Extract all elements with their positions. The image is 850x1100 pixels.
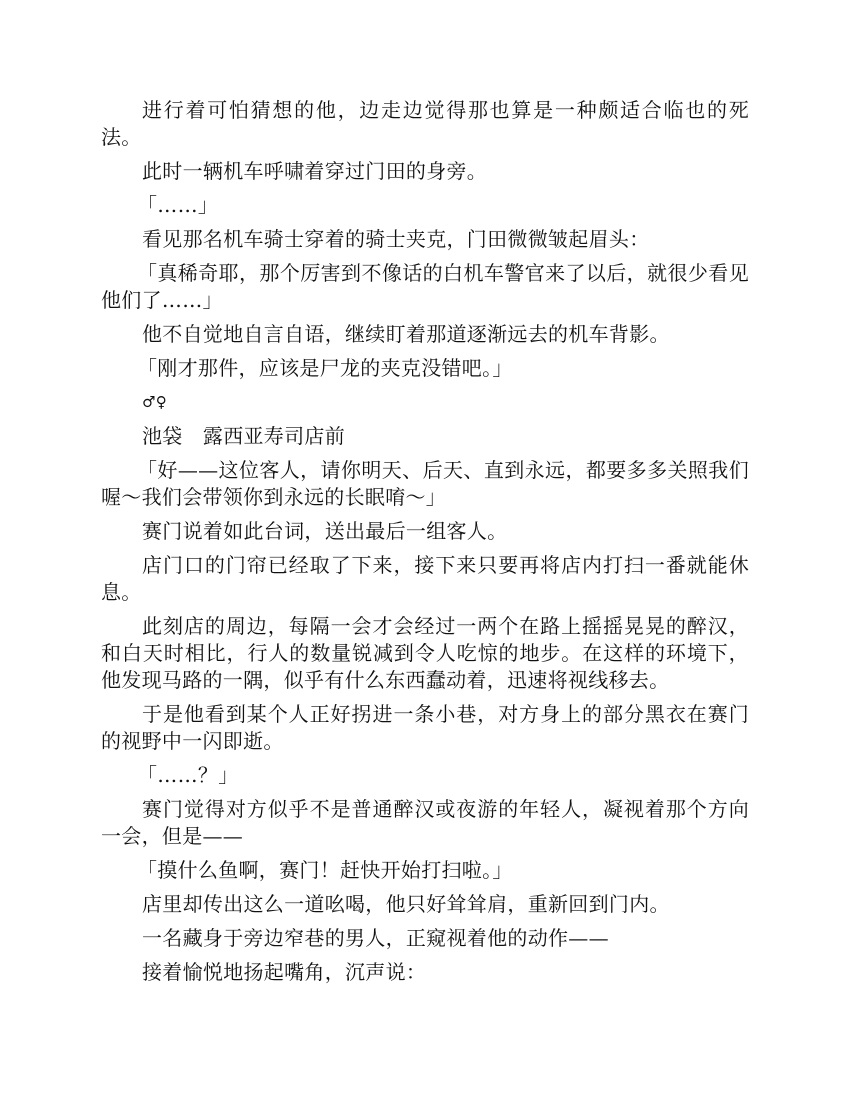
paragraph: 此刻店的周边，每隔一会才会经过一两个在路上摇摇晃晃的醉汉，和白天时相比，行人的数量锐减到令人吃惊的地步。在这样的环境下，他发现马路的一隅，似乎有什么东西蠢动着，迅速将视线移去。 xyxy=(101,614,749,692)
dialog-line: 「刚才那件，应该是尸龙的夹克没错吧。」 xyxy=(137,356,513,380)
paragraph: 赛门说着如此台词，送出最后一组客人。 xyxy=(142,519,508,543)
scene-heading: 池袋 露西亚寿司店前 xyxy=(142,424,345,448)
dialog-line: 「……」 xyxy=(137,193,219,217)
dialog-line: 「好——这位客人，请你明天、后天、直到永远，都要多多关照我们喔～我们会带领你到永远的长眠唷～」 xyxy=(101,458,749,509)
dialog-line: 「摸什么鱼啊，赛门！赶快开始打扫啦。」 xyxy=(137,858,513,882)
paragraph: 店门口的门帘已经取了下来，接下来只要再将店内打扫一番就能休息。 xyxy=(101,553,749,604)
paragraph: 于是他看到某个人正好拐进一条小巷，对方身上的部分黑衣在赛门的视野中一闪即逝。 xyxy=(101,702,749,753)
paragraph: 接着愉悦地扬起嘴角，沉声说： xyxy=(142,960,427,984)
paragraph: 他不自觉地自言自语，继续盯着那道逐渐远去的机车背影。 xyxy=(142,322,670,346)
paragraph: 店里却传出这么一道吆喝，他只好耸耸肩，重新回到门内。 xyxy=(142,892,670,916)
paragraph: 赛门觉得对方似乎不是普通醉汉或夜游的年轻人，凝视着那个方向一会，但是—— xyxy=(101,797,749,848)
scene-separator-icon: ♂♀ xyxy=(142,393,168,411)
dialog-line: 「……？」 xyxy=(137,763,239,787)
dialog-line: 「真稀奇耶，那个厉害到不像话的白机车警官来了以后，就很少看见他们了……」 xyxy=(101,261,749,312)
document-page xyxy=(101,97,749,993)
paragraph: 一名藏身于旁边窄巷的男人，正窥视着他的动作—— xyxy=(142,926,609,950)
paragraph: 看见那名机车骑士穿着的骑士夹克，门田微微皱起眉头： xyxy=(142,227,650,251)
paragraph: 此时一辆机车呼啸着穿过门田的身旁。 xyxy=(142,159,488,183)
paragraph: 进行着可怕猜想的他，边走边觉得那也算是一种颇适合临也的死法。 xyxy=(101,98,749,149)
